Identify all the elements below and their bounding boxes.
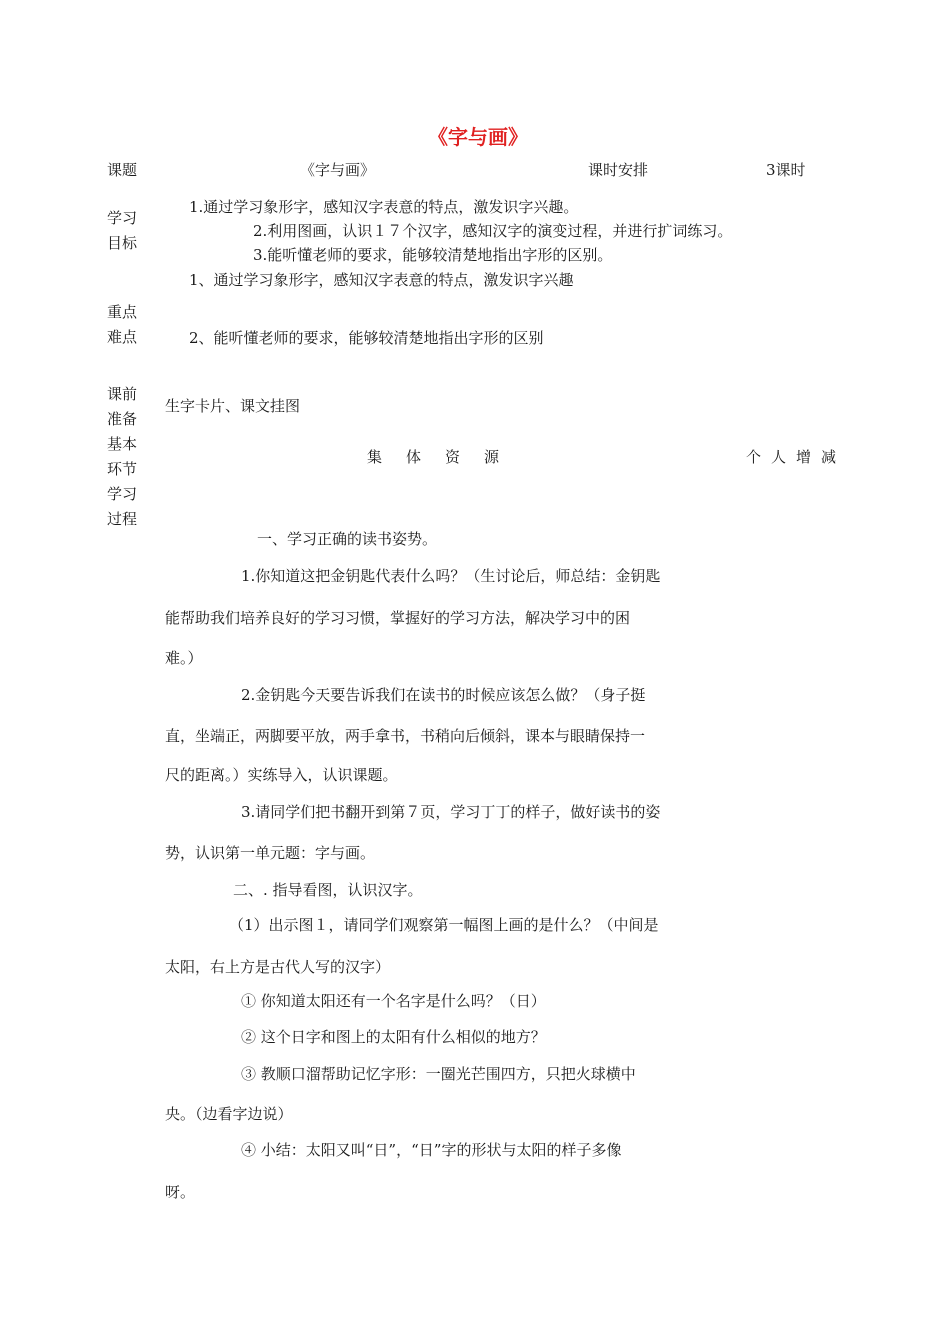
process-line: ② 这个日字和图上的太阳有什么相似的地方？ — [241, 1028, 546, 1046]
label-keypoints-1: 重点 — [107, 303, 138, 321]
label-prep: 环节 — [107, 460, 138, 478]
label-keypoints-2: 难点 — [107, 328, 138, 346]
col-collective-resources: 集体资源 — [367, 448, 524, 466]
process-line: 势，认识第一单元题：字与画。 — [165, 844, 376, 862]
process-line: ③ 教顺口溜帮助记忆字形：一圈光芒围四方，只把火球横中 — [241, 1065, 636, 1083]
label-topic: 课题 — [107, 161, 138, 179]
process-line: 1.你知道这把金钥匙代表什么吗？（生讨论后，师总结：金钥匙 — [241, 567, 661, 585]
label-objectives-2: 目标 — [107, 234, 138, 252]
col-personal-adjustments: 个人增减 — [746, 448, 847, 466]
label-prep: 学习 — [107, 485, 138, 503]
schedule-value: 3课时 — [766, 161, 806, 179]
key-point-item: 2、能听懂老师的要求，能够较清楚地指出字形的区别 — [189, 329, 544, 347]
objective-item: 2.利用图画，认识１７个汉字，感知汉字的演变过程，并进行扩词练习。 — [253, 222, 733, 240]
topic-value: 《字与画》 — [300, 161, 376, 179]
objective-item: 3.能听懂老师的要求，能够较清楚地指出字形的区别。 — [253, 246, 613, 264]
page-title: 《字与画》 — [428, 125, 528, 149]
process-line: 能帮助我们培养良好的学习习惯，掌握好的学习方法，解决学习中的困 — [165, 609, 631, 627]
label-prep: 课前 — [107, 385, 138, 403]
prep-content: 生字卡片、课文挂图 — [165, 397, 301, 415]
process-line: ① 你知道太阳还有一个名字是什么吗？（日） — [241, 992, 546, 1010]
objective-item: 1.通过学习象形字，感知汉字表意的特点，激发识字兴趣。 — [189, 198, 579, 216]
label-objectives-1: 学习 — [107, 209, 138, 227]
process-line: 3.请同学们把书翻开到第７页，学习丁丁的样子，做好读书的姿 — [241, 803, 661, 821]
key-point-item: 1、通过学习象形字，感知汉字表意的特点，激发识字兴趣 — [189, 271, 574, 289]
label-prep: 准备 — [107, 410, 138, 428]
process-line: 呀。 — [165, 1183, 196, 1201]
process-line: 央。（边看字边说） — [165, 1105, 293, 1123]
process-line: 太阳，右上方是古代人写的汉字） — [165, 958, 391, 976]
label-prep: 过程 — [107, 510, 138, 528]
process-line: 2.金钥匙今天要告诉我们在读书的时候应该怎么做？（身子挺 — [241, 686, 646, 704]
process-line: 难。） — [165, 649, 203, 667]
process-line: （1）出示图１，请同学们观察第一幅图上画的是什么？（中间是 — [229, 916, 659, 934]
label-prep: 基本 — [107, 435, 138, 453]
process-line: ④ 小结：太阳又叫“日”，“日”字的形状与太阳的样子多像 — [241, 1141, 622, 1159]
process-line: 一、学习正确的读书姿势。 — [257, 530, 438, 548]
process-line: 直，坐端正，两脚要平放，两手拿书，书稍向后倾斜，课本与眼睛保持一 — [165, 727, 646, 745]
process-line: 尺的距离。）实练导入，认识课题。 — [165, 766, 398, 784]
label-schedule: 课时安排 — [588, 161, 649, 179]
process-line: 二、. 指导看图，认识汉字。 — [233, 881, 423, 899]
